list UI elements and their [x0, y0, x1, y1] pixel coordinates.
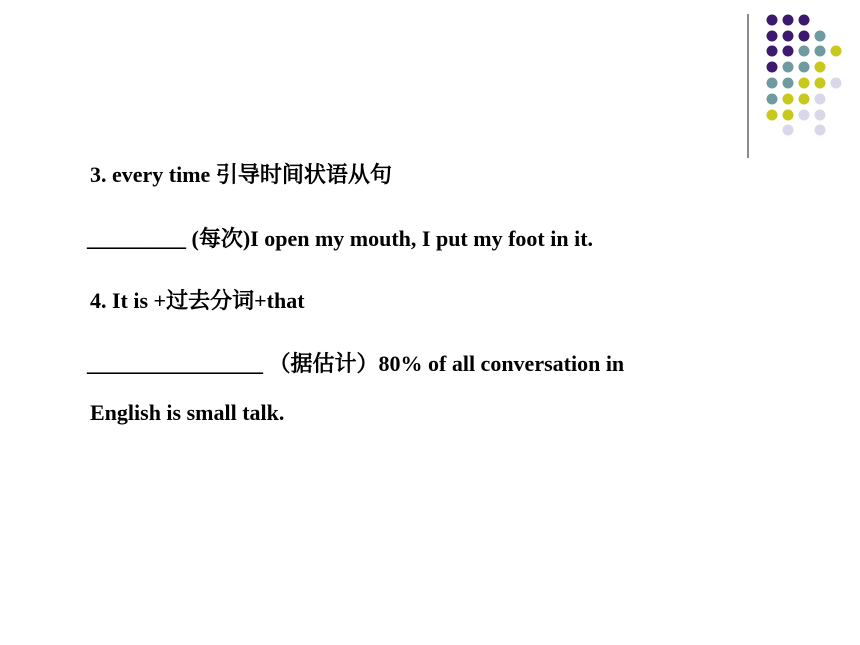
decorative-dot	[783, 125, 794, 136]
decorative-dot	[783, 78, 794, 89]
decorative-dot	[815, 110, 826, 121]
decorative-dot	[783, 110, 794, 121]
decorative-dot	[799, 15, 810, 26]
sentence-estimated-continued: English is small talk.	[90, 400, 285, 425]
decorative-dot	[767, 15, 778, 26]
decorative-dot	[799, 62, 810, 73]
decorative-dot	[799, 46, 810, 57]
decorative-dot	[799, 94, 810, 105]
decorative-dot	[799, 110, 810, 121]
decorative-dot-grid	[0, 0, 860, 160]
decorative-dot	[815, 94, 826, 105]
heading-it-is-that: 4. It is +过去分词+that	[90, 288, 305, 313]
decorative-dot	[815, 62, 826, 73]
decorative-dot	[783, 31, 794, 42]
sentence-every-time: _________ (每次)I open my mouth, I put my foot in it.	[87, 226, 594, 251]
decorative-dot	[783, 94, 794, 105]
heading-every-time: 3. every time 引导时间状语从句	[90, 162, 392, 187]
decorative-dot	[783, 62, 794, 73]
decorative-dot	[767, 94, 778, 105]
decorative-dot	[783, 46, 794, 57]
decorative-dot	[767, 46, 778, 57]
decorative-dot	[767, 62, 778, 73]
decorative-dot	[799, 78, 810, 89]
decorative-dot	[815, 125, 826, 136]
decorative-dot	[831, 46, 842, 57]
decorative-dot	[767, 31, 778, 42]
decorative-dot	[815, 46, 826, 57]
sentence-estimated: ________________ （据估计）80% of all conversation in	[87, 351, 625, 376]
decorative-dot	[767, 78, 778, 89]
decorative-dot	[815, 31, 826, 42]
decorative-dot	[767, 110, 778, 121]
decorative-dot	[815, 78, 826, 89]
decorative-dot	[783, 15, 794, 26]
decorative-dot	[799, 31, 810, 42]
decorative-dot	[831, 78, 842, 89]
